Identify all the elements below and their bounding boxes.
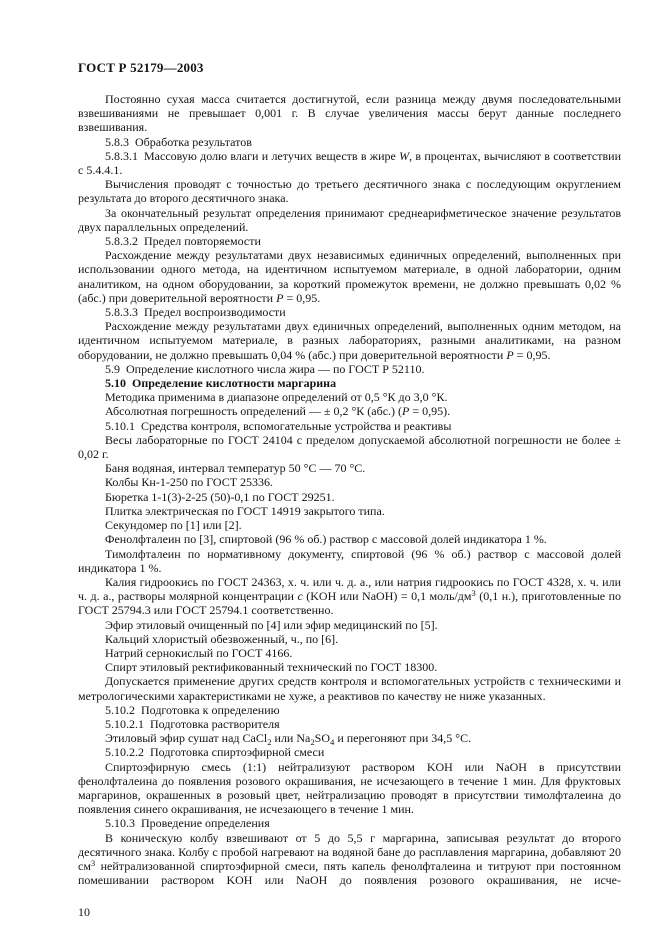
text-run: или Na	[271, 731, 311, 746]
paragraph	[78, 504, 621, 518]
document-body	[78, 92, 621, 887]
numbered-paragraph	[78, 419, 621, 433]
paragraph	[78, 646, 621, 660]
paragraph	[78, 731, 621, 745]
text-run: , в процентах, вычисляют в соответствии с 5.4.4.1.	[78, 148, 621, 178]
document-header: ГОСТ Р 52179—2003	[78, 60, 204, 75]
section-number: 5.10.2.2	[105, 745, 144, 760]
paragraph	[78, 831, 621, 888]
paragraph	[78, 206, 621, 234]
paragraph	[78, 547, 621, 575]
numbered-paragraph	[78, 717, 621, 731]
text-run: Средства контроля, вспомогательные устройства и реактивы	[141, 418, 452, 433]
section-number: 5.8.3.1	[105, 148, 138, 163]
italic-symbol: c	[297, 589, 303, 604]
numbered-paragraph	[78, 703, 621, 717]
paragraph	[78, 319, 621, 362]
superscript: 3	[90, 858, 96, 869]
subscript: 2	[310, 736, 315, 747]
section-number: 5.9	[105, 361, 120, 376]
paragraph	[78, 177, 621, 205]
section-number: 5.8.3.3	[105, 305, 138, 320]
paragraph	[78, 92, 621, 135]
text-run: Подготовка растворителя	[150, 716, 280, 731]
section-number: 5.10.2.1	[105, 716, 144, 731]
italic-symbol: P	[402, 404, 410, 419]
paragraph	[78, 475, 621, 489]
text-run: Абсолютная погрешность определений — ± 0,2 °К (абс.) (	[105, 404, 403, 419]
text-run: Подготовка к определению	[141, 702, 280, 717]
section-number: 5.10.3	[105, 816, 135, 831]
text-run: Колбы Кн-1-250 по ГОСТ 25336.	[105, 475, 274, 490]
text-run: Натрий сернокислый по ГОСТ 4166.	[105, 645, 293, 660]
text-run: Калия гидроокись по ГОСТ 24363, х. ч. или ч. д. а., или натрия гидроокись по ГОСТ 4328, х. ч. или ч. д. а., растворы молярной концентрации	[78, 574, 621, 604]
text-run: Предел воспроизводимости	[144, 305, 286, 320]
text-run: (KOH или NaOH) = 0,1 моль/дм	[302, 589, 472, 604]
section-number: 5.8.3.2	[105, 234, 138, 249]
text-run: Методика применима в диапазоне определений от 0,5 °К до 3,0 °К.	[105, 390, 448, 405]
text-run: Постоянно сухая масса считается достигнутой, если разница между двумя последовательными взвешиваниями не превышает 0,001 г. В случае увеличения массы берут данные последнего взвешивания.	[78, 92, 621, 135]
text-run: Массовую долю влаги и летучих веществ в жире	[144, 148, 400, 163]
page-number: 10	[78, 905, 90, 919]
numbered-paragraph	[78, 305, 621, 319]
paragraph	[78, 518, 621, 532]
paragraph	[78, 461, 621, 475]
section-number: 5.10.1	[105, 418, 135, 433]
italic-symbol: W	[399, 148, 410, 163]
paragraph	[78, 248, 621, 305]
text-run: Вычисления проводят с точностью до третьего десятичного знака с последующим округлением результата до второго десятичного знака.	[78, 177, 621, 206]
paragraph	[78, 490, 621, 504]
numbered-paragraph	[78, 234, 621, 248]
paragraph	[78, 532, 621, 546]
numbered-paragraph	[78, 149, 621, 177]
italic-symbol: P	[276, 290, 284, 305]
section-number: 5.10.2	[105, 702, 135, 717]
italic-symbol: P	[506, 347, 514, 362]
text-run: = 0,95.	[513, 347, 551, 362]
section-number: 5.8.3	[105, 134, 129, 149]
numbered-paragraph	[78, 362, 621, 376]
numbered-paragraph	[78, 376, 621, 390]
text-run: Проведение определения	[141, 816, 270, 831]
subscript: 4	[330, 736, 335, 747]
text-run: Допускается применение других средств контроля и вспомогательных устройств с техническими и метрологическими характеристиками не хуже, а реактивов по качеству не ниже указанных.	[78, 674, 621, 703]
text-run: Плитка электрическая по ГОСТ 14919 закрытого типа.	[105, 503, 385, 518]
paragraph	[78, 433, 621, 461]
text-run: Обработка результатов	[135, 134, 252, 149]
text-run: SO	[314, 731, 330, 746]
text-run: Эфир этиловый очищенный по [4] или эфир медицинский по [5].	[105, 617, 438, 632]
text-run: Расхождение между результатами двух единичных определений, выполненных одним методом, на идентичном испытуемом материале, в разных лабораториях, разными аналитиками, на разном оборудовании, не должно превышать 0,04 % (абс.) при доверительной вероятности	[78, 319, 621, 362]
paragraph	[78, 390, 621, 404]
subscript: 2	[267, 736, 272, 747]
numbered-paragraph	[78, 745, 621, 759]
text-run: Кальций хлористый обезвоженный, ч., по [6].	[105, 631, 339, 646]
text-run: Предел повторяемости	[144, 234, 261, 249]
text-run: Бюретка 1-1(3)-2-25 (50)-0,1 по ГОСТ 29251.	[105, 489, 335, 504]
text-run: За окончательный результат определения принимают среднеарифметическое значение результатов двух параллельных определений.	[78, 205, 621, 234]
text-run: Весы лабораторные по ГОСТ 24104 с пределом допускаемой абсолютной погрешности не более ± 0,02 г.	[78, 432, 621, 462]
text-run: и перегоняют при 34,5 °С.	[334, 731, 472, 746]
text-run: В коническую колбу взвешивают от 5 до 5,5 г маргарина, записывая результат до второго десятичного знака. Колбу с пробой нагревают на водяной бане до расплавления маргарина, добавляют 20 см	[78, 830, 621, 873]
text-run: Спиртоэфирную смесь (1:1) нейтрализуют раствором KOH или NaOH в присутствии фенолфталеина до появления розового окрашивания, не исчезающего в течение 1 мин. Для фруктовых маргаринов, окрашенных в розовый цвет, нейтрализацию проводят в присутствии тимолфталеина до появления синего окрашивания, не исчезающего в течение 1 мин.	[78, 759, 621, 817]
text-run: (0,1 н.), приготовленные по ГОСТ 25794.3 или ГОСТ 25794.1 соответственно.	[78, 589, 621, 618]
paragraph	[78, 674, 621, 702]
text-run: Расхождение между результатами двух независимых единичных определений, выполненных при использовании одного метода, на идентичном испытуемом материале, в одной лаборатории, одним аналитиком, на одном оборудовании, за короткий промежуток времени, не должно превышать 0,02 % (абс.) при доверительной вероятности	[78, 248, 621, 305]
text-run: Этиловый эфир сушат над CaCl	[105, 731, 268, 746]
text-run: = 0,95).	[409, 404, 451, 419]
text-run: Секундомер по [1] или [2].	[105, 518, 242, 533]
numbered-paragraph	[78, 135, 621, 149]
paragraph	[78, 760, 621, 817]
section-number: 5.10	[105, 376, 126, 391]
paragraph	[78, 404, 621, 418]
text-run: Спирт этиловый ректификованный технический по ГОСТ 18300.	[105, 660, 438, 675]
text-run: = 0,95.	[283, 290, 321, 305]
text-run: Определение кислотного числа жира — по ГОСТ Р 52110.	[126, 361, 425, 376]
paragraph	[78, 575, 621, 618]
paragraph	[78, 632, 621, 646]
text-run: Определение кислотности маргарина	[132, 376, 337, 391]
text-run: Подготовка спиртоэфирной смеси	[150, 745, 325, 760]
superscript: 3	[471, 588, 476, 599]
text-run: Тимолфталеин по нормативному документу, спиртовой (96 % об.) раствор с массовой долей индикатора 1 %.	[78, 546, 621, 575]
text-run: Баня водяная, интервал температур 50 °С — 70 °С.	[105, 461, 366, 476]
paragraph	[78, 660, 621, 674]
numbered-paragraph	[78, 816, 621, 830]
paragraph	[78, 618, 621, 632]
text-run: Фенолфталеин по [3], спиртовой (96 % об.) раствор с массовой долей индикатора 1 %.	[105, 532, 547, 547]
text-run: нейтрализованной спиртоэфирной смеси, пять капель фенолфталеина и титруют при постоянном помешивании раствором KOH или NaOH до появления розового окрашивания, не исче-	[78, 858, 621, 888]
